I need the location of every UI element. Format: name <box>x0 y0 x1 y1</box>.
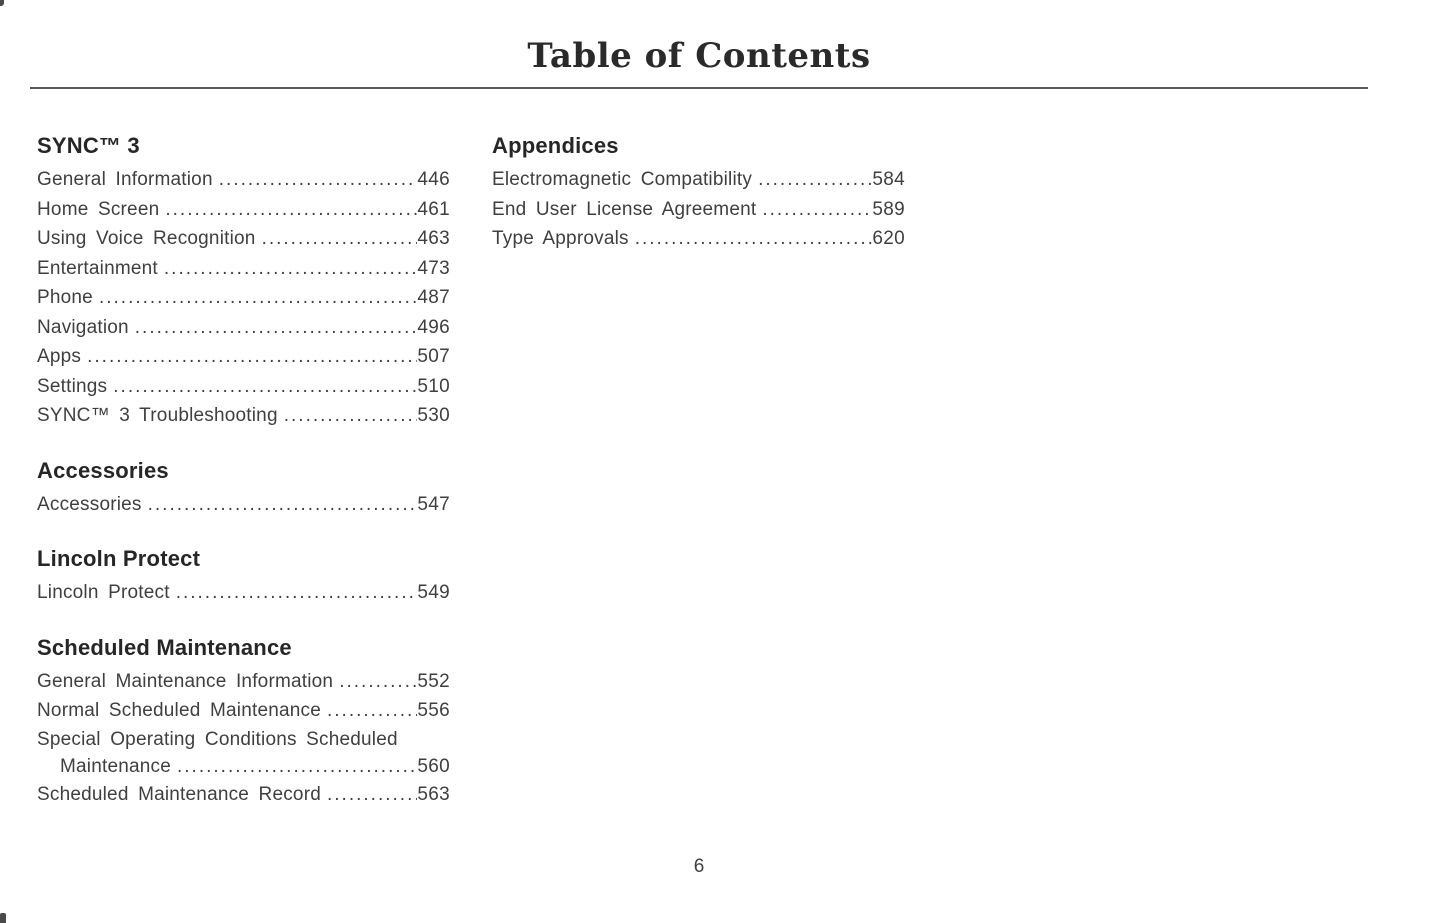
toc-entry[interactable] <box>37 195 450 225</box>
toc-section <box>37 544 450 608</box>
dot-leader <box>758 165 872 195</box>
toc-column-left <box>37 131 450 809</box>
dot-leader <box>762 195 872 225</box>
toc-entry-page: 487 <box>417 287 450 308</box>
toc-entry-label: SYNC™ 3 Troubleshooting <box>37 405 278 426</box>
toc-section <box>492 131 905 254</box>
toc-entry-page: 549 <box>417 582 450 603</box>
toc-entry[interactable] <box>37 780 450 810</box>
toc-entry-label: Apps <box>37 346 82 367</box>
toc-entry-label: Special Operating Conditions Scheduled <box>37 728 398 750</box>
toc-entry-page: 507 <box>417 346 450 367</box>
toc-entry-label: Maintenance <box>60 755 171 777</box>
dot-leader <box>99 283 417 313</box>
section-heading: Appendices <box>492 133 619 158</box>
dot-leader <box>148 490 418 520</box>
toc-entry-label: Phone <box>37 287 93 308</box>
dot-leader <box>284 401 418 431</box>
toc-columns <box>37 131 905 809</box>
toc-entry-page: 584 <box>872 169 905 190</box>
toc-entry-label: General Maintenance Information <box>37 670 334 692</box>
toc-entry[interactable] <box>37 753 450 780</box>
page-title: Table of Contents <box>527 36 871 76</box>
toc-entry-wrapped[interactable] <box>37 726 450 780</box>
toc-entry-label: Navigation <box>37 316 129 338</box>
toc-entry-label: Using Voice Recognition <box>37 228 256 249</box>
toc-entry-page: 560 <box>417 755 450 777</box>
dot-leader <box>327 780 417 810</box>
dot-leader <box>176 578 418 608</box>
toc-entry[interactable] <box>37 696 450 726</box>
section-heading: SYNC™ 3 <box>37 133 140 158</box>
dot-leader <box>339 667 417 697</box>
toc-section <box>37 131 450 431</box>
toc-entry[interactable] <box>492 165 905 195</box>
dot-leader <box>262 224 418 254</box>
dot-leader <box>135 313 418 343</box>
toc-entry-page: 620 <box>872 228 905 249</box>
toc-entry-page: 589 <box>872 198 905 220</box>
scan-artifact-bottom-left <box>0 913 6 923</box>
toc-entry[interactable] <box>37 342 450 372</box>
toc-entry-page: 496 <box>417 316 450 338</box>
toc-entry-page: 556 <box>417 700 450 721</box>
section-heading: Scheduled Maintenance <box>37 634 292 660</box>
section-heading: Lincoln Protect <box>37 546 201 571</box>
toc-entry-label: Home Screen <box>37 198 160 220</box>
toc-entry-page: 552 <box>417 670 450 692</box>
dot-leader <box>87 342 417 372</box>
toc-entry[interactable] <box>37 401 450 431</box>
toc-entry-page: 461 <box>417 198 450 220</box>
toc-entry[interactable] <box>37 372 450 402</box>
toc-entry[interactable] <box>37 490 450 520</box>
toc-entry[interactable] <box>37 254 450 284</box>
dot-leader <box>165 195 417 225</box>
toc-entry-page: 473 <box>417 257 450 279</box>
dot-leader <box>327 696 417 726</box>
toc-entry-label: Lincoln Protect <box>37 582 170 603</box>
header-divider <box>30 87 1368 89</box>
toc-entry[interactable] <box>37 667 450 697</box>
toc-entry-page: 547 <box>417 493 450 515</box>
dot-leader <box>113 372 417 402</box>
toc-entry-label: Scheduled Maintenance Record <box>37 783 321 805</box>
toc-section <box>37 633 450 810</box>
toc-entry-label: Electromagnetic Compatibility <box>492 169 753 190</box>
scan-artifact-top-left <box>0 0 4 6</box>
dot-leader <box>164 254 418 284</box>
toc-entry-label: End User License Agreement <box>492 198 757 220</box>
toc-entry[interactable] <box>37 313 450 343</box>
toc-entry[interactable] <box>37 224 450 254</box>
toc-entry[interactable] <box>37 165 450 195</box>
toc-column-right <box>492 131 905 809</box>
dot-leader <box>177 753 417 780</box>
toc-entry[interactable] <box>492 195 905 225</box>
toc-entry-page: 530 <box>417 405 450 426</box>
toc-entry[interactable] <box>37 578 450 608</box>
toc-section <box>37 456 450 520</box>
toc-entry-label: Entertainment <box>37 257 158 279</box>
page-header <box>30 0 1368 89</box>
toc-entry-label: General Information <box>37 169 213 190</box>
toc-entry-page: 446 <box>417 169 450 190</box>
toc-entry-page: 563 <box>417 783 450 805</box>
dot-leader <box>219 165 418 195</box>
toc-entry-label: Settings <box>37 375 108 397</box>
toc-entry-label: Accessories <box>37 493 142 515</box>
toc-entry[interactable] <box>492 224 905 254</box>
page-number: 6 <box>693 856 705 877</box>
page-footer <box>30 853 1368 881</box>
toc-entry-page: 510 <box>417 375 450 397</box>
toc-entry-label: Type Approvals <box>492 228 629 249</box>
toc-entry[interactable] <box>37 283 450 313</box>
toc-entry-page: 463 <box>417 228 450 249</box>
dot-leader <box>635 224 873 254</box>
toc-entry-label: Normal Scheduled Maintenance <box>37 700 321 721</box>
section-heading: Accessories <box>37 457 169 483</box>
